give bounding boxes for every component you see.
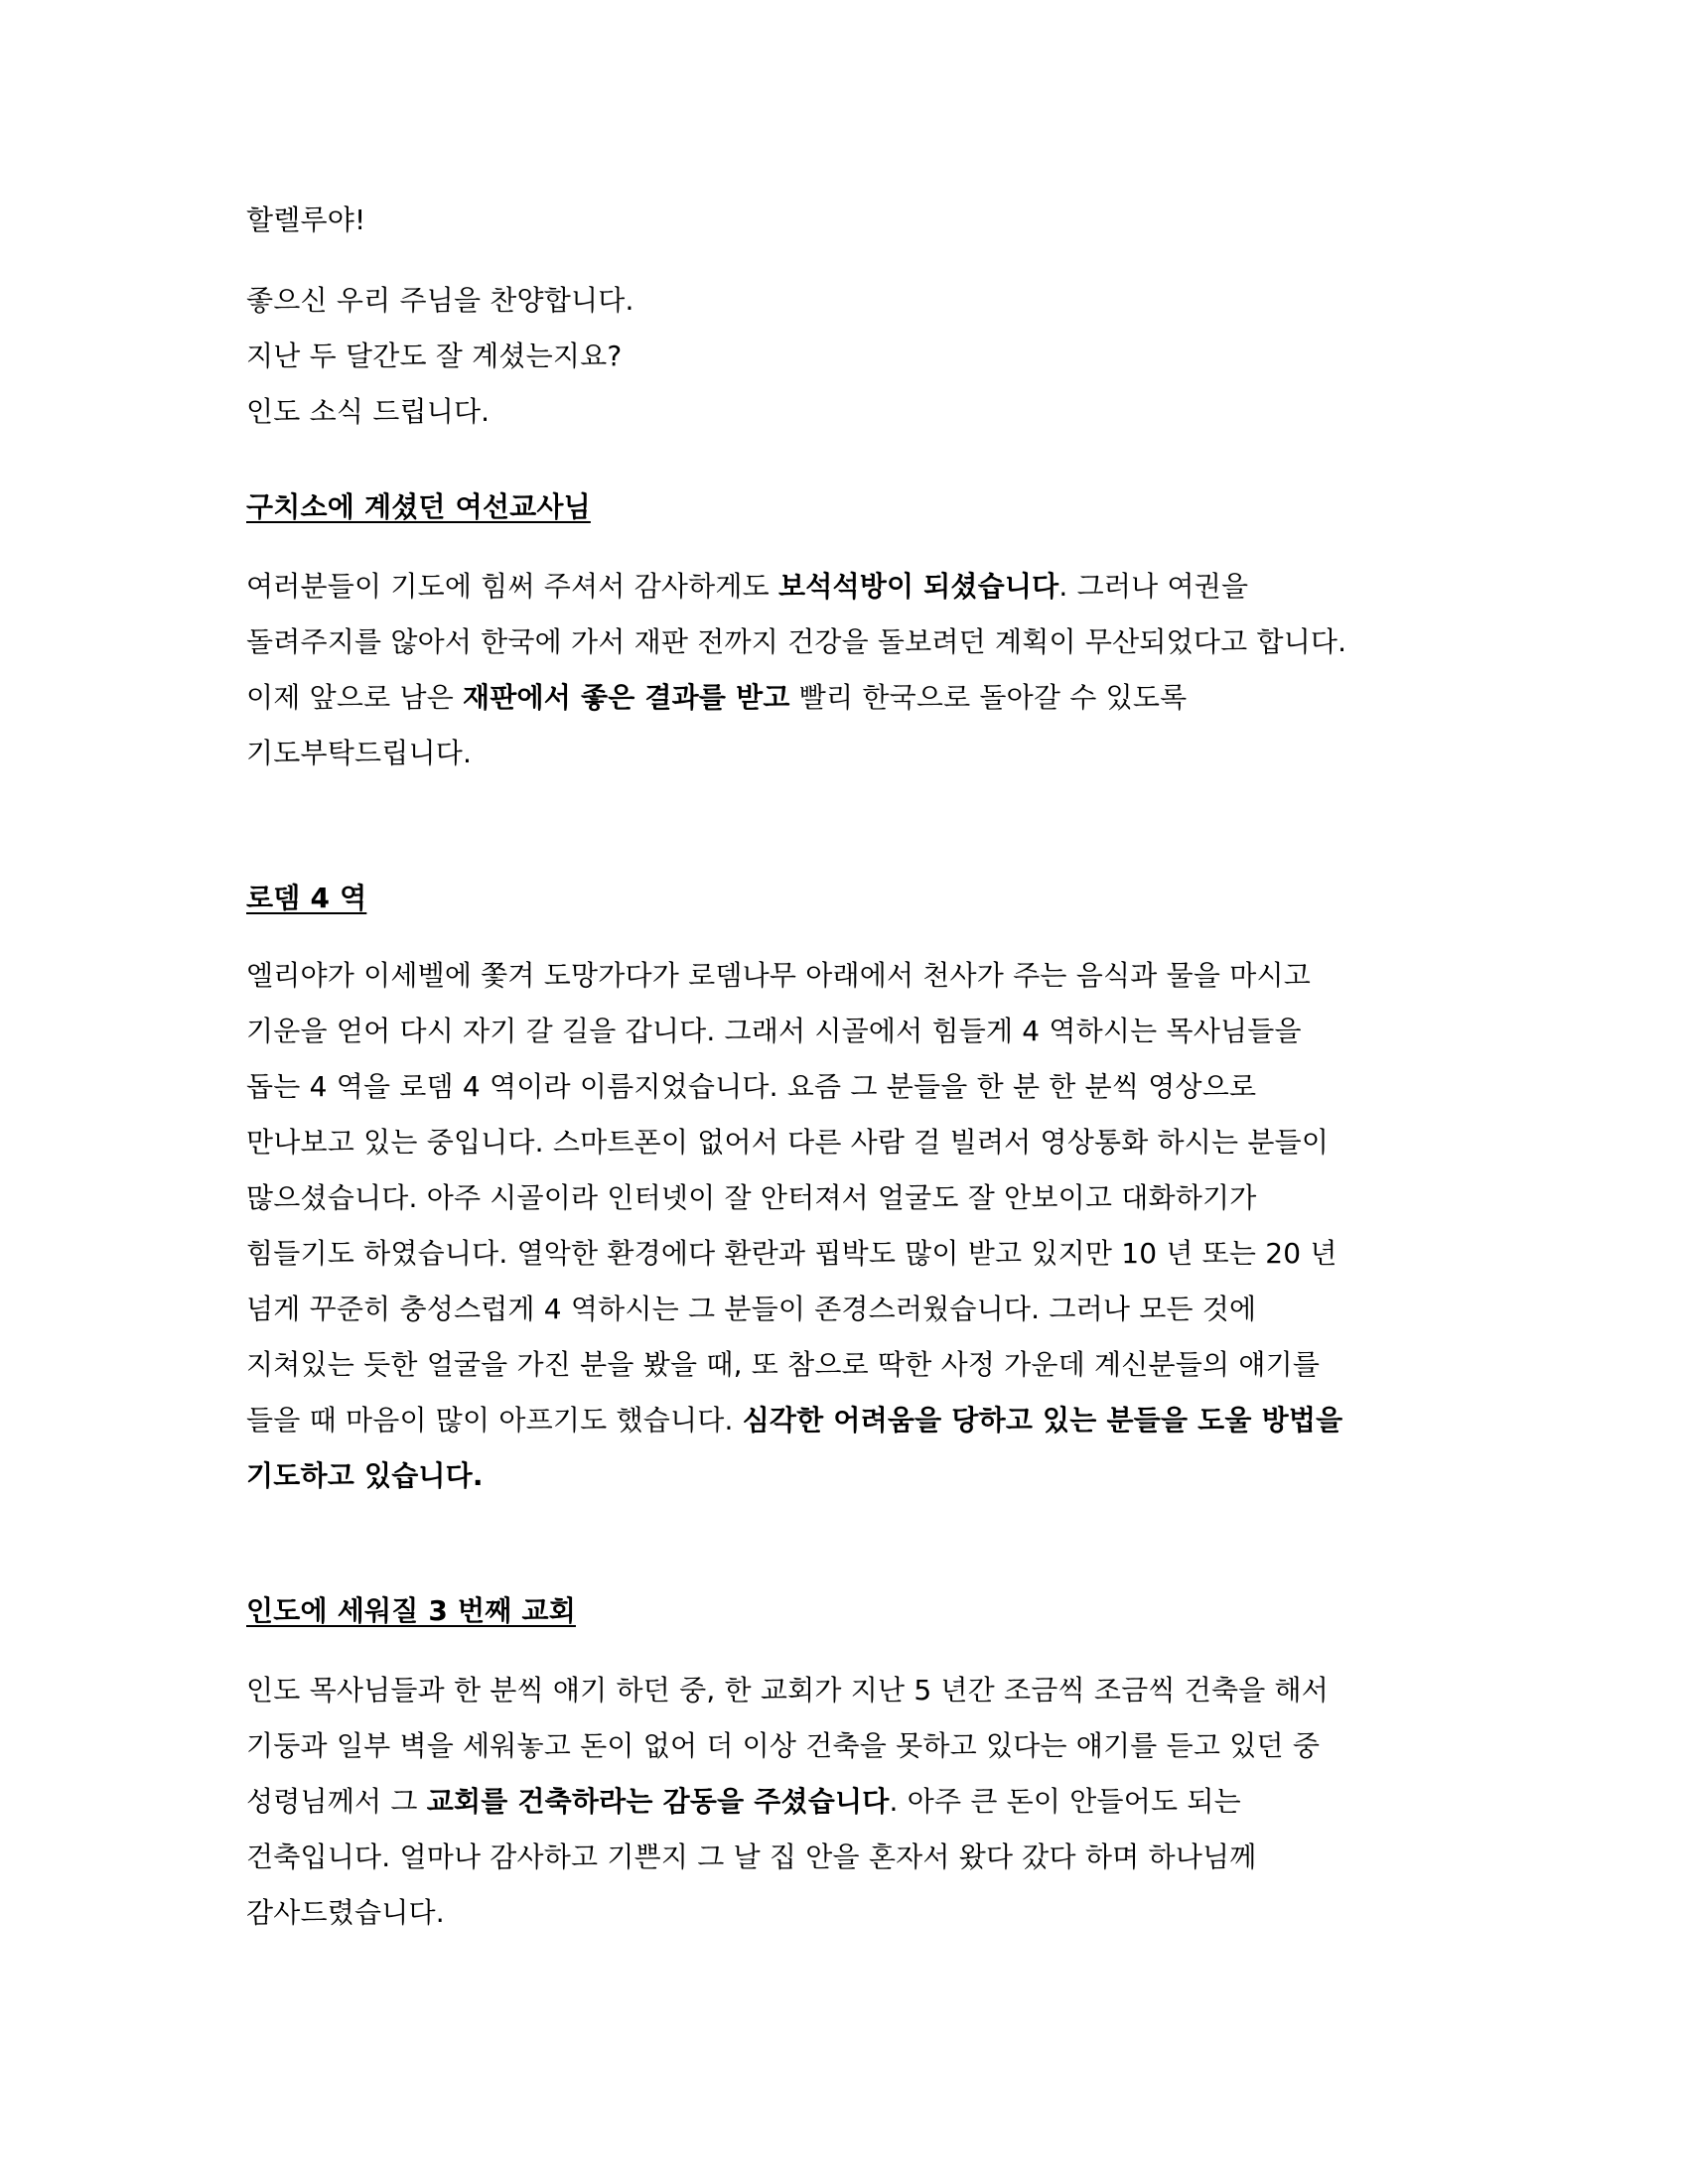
greeting-line: 인도 소식 드립니다.: [246, 395, 491, 428]
emphasis-text: 심각한 어려움을 당하고 있는 분들을 도울 방법을: [742, 1404, 1343, 1436]
paragraph-line: 엘리야가 이세벨에 쫓겨 도망가다가 로뎀나무 아래에서 천사가 주는 음식과 물을 마시고: [246, 959, 1311, 992]
paragraph-line: [246, 1401, 1342, 1440]
paragraph-line: 기운을 얻어 다시 자기 갈 길을 갑니다. 그래서 시골에서 힘들게 4 역하시는 목사님들을: [246, 1015, 1302, 1047]
paragraph-line: 기도부탁드립니다.: [246, 737, 473, 769]
text-run: 여러분들이 기도에 힘써 주셔서 감사하게도: [246, 570, 778, 603]
paragraph-line: 건축입니다. 얼마나 감사하고 기쁜지 그 날 집 안을 혼자서 왔다 갔다 하며 하나님께: [246, 1841, 1257, 1873]
paragraph-line: [246, 678, 1187, 718]
paragraph-line: 돌려주지를 않아서 한국에 가서 재판 전까지 건강을 돌보려던 계획이 무산되었다고 합니다.: [246, 625, 1347, 658]
emphasis-text: 보석석방이 되셨습니다: [777, 570, 1059, 603]
paragraph-line: 지쳐있는 듯한 얼굴을 가진 분을 봤을 때, 또 참으로 딱한 사정 가운데 계신분들의 얘기를: [246, 1348, 1321, 1381]
text-run: 성령님께서 그: [246, 1785, 427, 1818]
paragraph-line: 많으셨습니다. 아주 시골이라 인터넷이 잘 안터져서 얼굴도 잘 안보이고 대화하기가: [246, 1181, 1257, 1214]
section-heading-rodem: 로뎀 4 역: [246, 882, 367, 914]
text-run: 들을 때 마음이 많이 아프기도 했습니다.: [246, 1404, 743, 1436]
paragraph-line: 인도 목사님들과 한 분씩 얘기 하던 중, 한 교회가 지난 5 년간 조금씩 조금씩 건축을 해서: [246, 1674, 1330, 1706]
greeting-line: 좋으신 우리 주님을 찬양합니다.: [246, 284, 634, 317]
paragraph-line: 기도하고 있습니다.: [246, 1459, 484, 1492]
paragraph-line: 만나보고 있는 중입니다. 스마트폰이 없어서 다른 사람 걸 빌려서 영상통화 하시는 분들이: [246, 1126, 1330, 1159]
emphasis-text: 재판에서 좋은 결과를 받고: [463, 681, 790, 714]
paragraph-line: 돕는 4 역을 로뎀 4 역이라 이름지었습니다. 요즘 그 분들을 한 분 한 분씩 영상으로: [246, 1070, 1257, 1103]
section-heading-missionary: 구치소에 계셨던 여선교사님: [246, 490, 591, 523]
greeting-line: 할렐루야!: [246, 204, 366, 236]
text-run: . 그러나 여권을: [1058, 570, 1249, 603]
paragraph-line: 감사드렸습니다.: [246, 1896, 445, 1929]
text-run: . 아주 큰 돈이 안들어도 되는: [889, 1785, 1241, 1818]
paragraph-line: 힘들기도 하였습니다. 열악한 환경에다 환란과 핍박도 많이 받고 있지만 10 년 또는 20 년: [246, 1237, 1337, 1270]
paragraph-line: 기둥과 일부 벽을 세워놓고 돈이 없어 더 이상 건축을 못하고 있다는 얘기를 듣고 있던 중: [246, 1729, 1321, 1762]
emphasis-text: 교회를 건축하라는 감동을 주셨습니다: [426, 1785, 890, 1818]
text-run: 이제 앞으로 남은: [246, 681, 464, 714]
paragraph-line: [246, 1782, 1241, 1822]
greeting-line: 지난 두 달간도 잘 계셨는지요?: [246, 340, 623, 372]
paragraph-line: [246, 567, 1248, 607]
text-run: 빨리 한국으로 돌아갈 수 있도록: [789, 681, 1188, 714]
paragraph-line: 넘게 꾸준히 충성스럽게 4 역하시는 그 분들이 존경스러웠습니다. 그러나 모든 것에: [246, 1293, 1257, 1325]
section-heading-third-church: 인도에 세워질 3 번째 교회: [246, 1594, 576, 1627]
